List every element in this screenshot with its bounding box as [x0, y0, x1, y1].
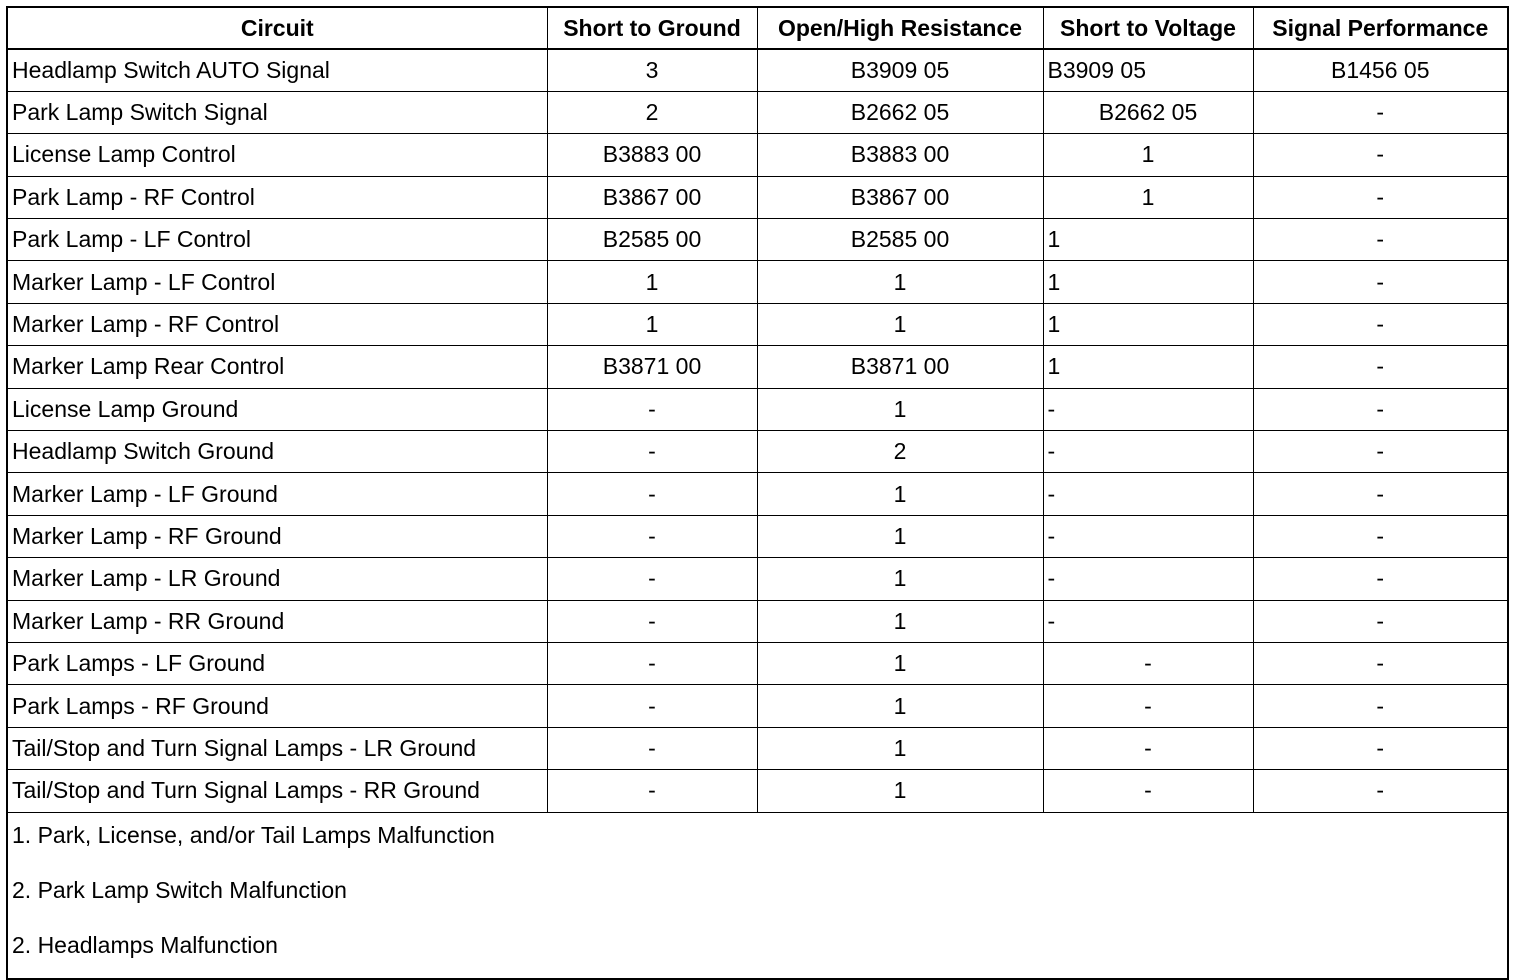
open-high-resistance-cell: B2662 05 — [757, 91, 1043, 133]
circuit-cell: Park Lamps - LF Ground — [7, 642, 547, 684]
table-row — [7, 91, 1508, 133]
table-row — [7, 431, 1508, 473]
short-to-ground-cell: B2585 00 — [547, 219, 757, 261]
short-to-voltage-cell: B2662 05 — [1043, 91, 1253, 133]
signal-performance-cell: - — [1253, 431, 1508, 473]
signal-performance-cell: - — [1253, 176, 1508, 218]
open-high-resistance-cell: 1 — [757, 473, 1043, 515]
short-to-voltage-cell: - — [1043, 727, 1253, 769]
table-header — [7, 7, 1508, 49]
short-to-ground-cell: - — [547, 558, 757, 600]
short-to-voltage-cell: 1 — [1043, 303, 1253, 345]
short-to-ground-cell: B3867 00 — [547, 176, 757, 218]
signal-performance-cell: - — [1253, 134, 1508, 176]
open-high-resistance-cell: B3867 00 — [757, 176, 1043, 218]
open-high-resistance-cell: B3909 05 — [757, 49, 1043, 91]
short-to-ground-cell: - — [547, 388, 757, 430]
table-row — [7, 600, 1508, 642]
signal-performance-cell: - — [1253, 473, 1508, 515]
short-to-voltage-cell: - — [1043, 685, 1253, 727]
short-to-ground-cell: - — [547, 515, 757, 557]
signal-performance-cell: - — [1253, 558, 1508, 600]
signal-performance-cell: B1456 05 — [1253, 49, 1508, 91]
header-open-high-resistance: Open/High Resistance — [757, 7, 1043, 49]
circuit-cell: License Lamp Control — [7, 134, 547, 176]
circuit-cell: Tail/Stop and Turn Signal Lamps - LR Ground — [7, 727, 547, 769]
signal-performance-cell: - — [1253, 346, 1508, 388]
signal-performance-cell: - — [1253, 219, 1508, 261]
short-to-voltage-cell: 1 — [1043, 134, 1253, 176]
short-to-voltage-cell: 1 — [1043, 176, 1253, 218]
table-row — [7, 642, 1508, 684]
table-notes — [7, 812, 1508, 979]
short-to-ground-cell: 1 — [547, 261, 757, 303]
circuit-cell: Marker Lamp - RF Control — [7, 303, 547, 345]
short-to-voltage-cell: - — [1043, 600, 1253, 642]
short-to-voltage-cell: 1 — [1043, 261, 1253, 303]
table-row — [7, 49, 1508, 91]
short-to-ground-cell: - — [547, 685, 757, 727]
header-signal-performance: Signal Performance — [1253, 7, 1508, 49]
table-row — [7, 770, 1508, 812]
short-to-voltage-cell: - — [1043, 515, 1253, 557]
short-to-voltage-cell: - — [1043, 388, 1253, 430]
circuit-cell: License Lamp Ground — [7, 388, 547, 430]
short-to-voltage-cell: 1 — [1043, 346, 1253, 388]
signal-performance-cell: - — [1253, 685, 1508, 727]
open-high-resistance-cell: B2585 00 — [757, 219, 1043, 261]
table-row — [7, 346, 1508, 388]
short-to-voltage-cell: - — [1043, 558, 1253, 600]
table-row — [7, 176, 1508, 218]
circuit-cell: Park Lamp - LF Control — [7, 219, 547, 261]
circuit-cell: Marker Lamp - LF Control — [7, 261, 547, 303]
signal-performance-cell: - — [1253, 388, 1508, 430]
open-high-resistance-cell: 1 — [757, 600, 1043, 642]
circuit-cell: Marker Lamp Rear Control — [7, 346, 547, 388]
open-high-resistance-cell: 1 — [757, 770, 1043, 812]
open-high-resistance-cell: 1 — [757, 388, 1043, 430]
note-1: 1. Park, License, and/or Tail Lamps Malfunction — [12, 821, 495, 848]
open-high-resistance-cell: 2 — [757, 431, 1043, 473]
short-to-ground-cell: - — [547, 431, 757, 473]
table-row — [7, 388, 1508, 430]
circuit-dtc-table — [6, 6, 1509, 980]
short-to-voltage-cell: B3909 05 — [1043, 49, 1253, 91]
short-to-ground-cell: B3883 00 — [547, 134, 757, 176]
table-row — [7, 134, 1508, 176]
short-to-ground-cell: - — [547, 642, 757, 684]
signal-performance-cell: - — [1253, 727, 1508, 769]
signal-performance-cell: - — [1253, 642, 1508, 684]
notes-row — [7, 812, 1508, 979]
circuit-cell: Park Lamps - RF Ground — [7, 685, 547, 727]
short-to-ground-cell: - — [547, 770, 757, 812]
table-row — [7, 261, 1508, 303]
short-to-ground-cell: 2 — [547, 91, 757, 133]
circuit-cell: Headlamp Switch AUTO Signal — [7, 49, 547, 91]
notes-cell — [7, 812, 1508, 979]
circuit-cell: Marker Lamp - LF Ground — [7, 473, 547, 515]
circuit-cell: Park Lamp Switch Signal — [7, 91, 547, 133]
note-2: 2. Park Lamp Switch Malfunction — [12, 876, 347, 903]
table-row — [7, 219, 1508, 261]
table-row — [7, 558, 1508, 600]
open-high-resistance-cell: 1 — [757, 685, 1043, 727]
open-high-resistance-cell: 1 — [757, 303, 1043, 345]
short-to-ground-cell: - — [547, 473, 757, 515]
short-to-voltage-cell: - — [1043, 473, 1253, 515]
open-high-resistance-cell: 1 — [757, 261, 1043, 303]
open-high-resistance-cell: B3871 00 — [757, 346, 1043, 388]
signal-performance-cell: - — [1253, 600, 1508, 642]
header-circuit: Circuit — [7, 7, 547, 49]
circuit-cell: Marker Lamp - LR Ground — [7, 558, 547, 600]
circuit-cell: Tail/Stop and Turn Signal Lamps - RR Ground — [7, 770, 547, 812]
open-high-resistance-cell: 1 — [757, 558, 1043, 600]
signal-performance-cell: - — [1253, 515, 1508, 557]
short-to-ground-cell: - — [547, 600, 757, 642]
signal-performance-cell: - — [1253, 303, 1508, 345]
open-high-resistance-cell: 1 — [757, 515, 1043, 557]
header-short-to-voltage: Short to Voltage — [1043, 7, 1253, 49]
table-row — [7, 303, 1508, 345]
signal-performance-cell: - — [1253, 770, 1508, 812]
open-high-resistance-cell: 1 — [757, 727, 1043, 769]
open-high-resistance-cell: 1 — [757, 642, 1043, 684]
short-to-voltage-cell: - — [1043, 431, 1253, 473]
table-row — [7, 515, 1508, 557]
signal-performance-cell: - — [1253, 261, 1508, 303]
note-3: 2. Headlamps Malfunction — [12, 931, 278, 958]
table-row — [7, 473, 1508, 515]
open-high-resistance-cell: B3883 00 — [757, 134, 1043, 176]
short-to-voltage-cell: - — [1043, 642, 1253, 684]
short-to-ground-cell: B3871 00 — [547, 346, 757, 388]
header-row — [7, 7, 1508, 49]
short-to-voltage-cell: - — [1043, 770, 1253, 812]
short-to-ground-cell: 1 — [547, 303, 757, 345]
short-to-voltage-cell: 1 — [1043, 219, 1253, 261]
short-to-ground-cell: - — [547, 727, 757, 769]
circuit-cell: Park Lamp - RF Control — [7, 176, 547, 218]
table-row — [7, 685, 1508, 727]
header-short-to-ground: Short to Ground — [547, 7, 757, 49]
circuit-cell: Headlamp Switch Ground — [7, 431, 547, 473]
signal-performance-cell: - — [1253, 91, 1508, 133]
circuit-cell: Marker Lamp - RF Ground — [7, 515, 547, 557]
circuit-cell: Marker Lamp - RR Ground — [7, 600, 547, 642]
short-to-ground-cell: 3 — [547, 49, 757, 91]
table-row — [7, 727, 1508, 769]
table-body — [7, 49, 1508, 812]
